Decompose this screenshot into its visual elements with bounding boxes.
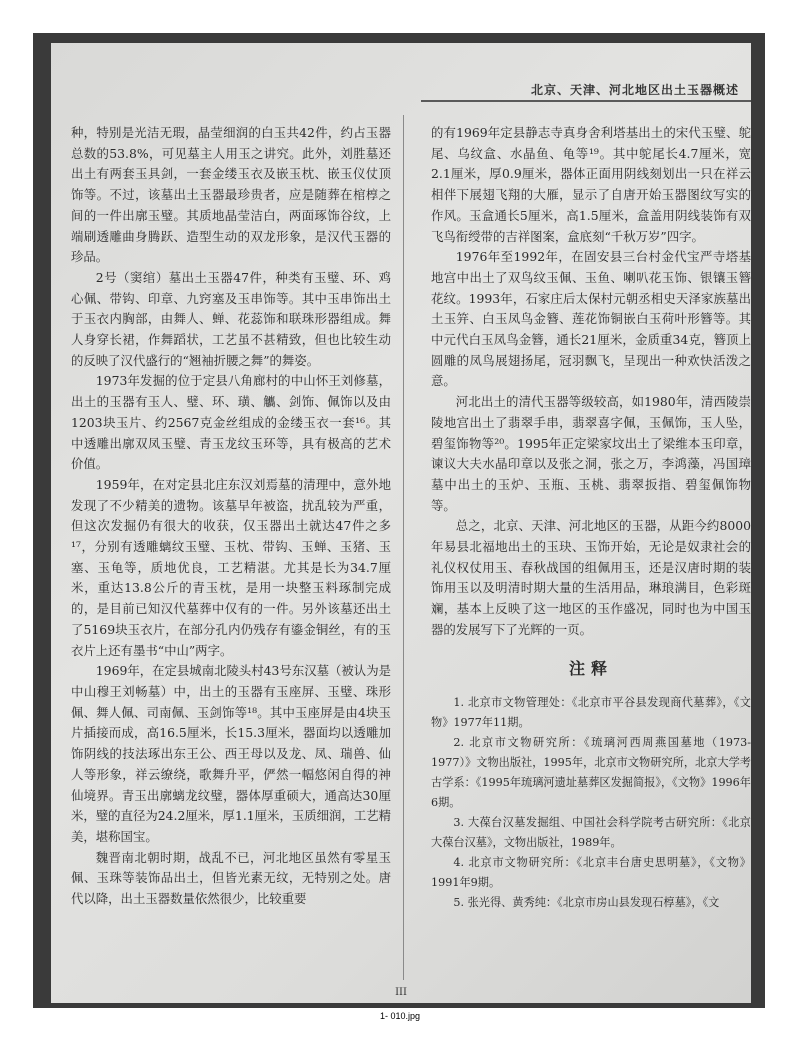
- note-item: 1. 北京市文物管理处：《北京市平谷县发现商代墓葬》，《文物》1977年11期。: [431, 696, 751, 730]
- paragraph: 1959年，在对定县北庄东汉刘焉墓的清理中，意外地发现了不少精美的遗物。该墓早年被盗，扰乱较为严重，但这次发掘仍有很大的收获，仅玉器出土就达47件之多¹⁷，分别有透雕螭纹玉璧、玉枕、带钩、玉蝉、玉猪、玉塞、玉龟等，质地优良，工艺精湛。尤其是长为34.7厘米，重达13.8公斤的青玉枕，是用一块整玉料琢制完成的，是目前已知汉代墓葬中仅有的一件。另外该墓还出土了5169块玉衣片，在部分孔内仍残存有鎏金铜丝，有的玉衣片上还有墨书“中山”两字。: [71, 476, 391, 658]
- page-number: III: [395, 987, 407, 998]
- header-rule: [421, 100, 751, 102]
- right-column: [431, 123, 751, 913]
- paragraph: 河北出土的清代玉器等级较高，如1980年，清西陵崇陵地宫出土了翡翠手串，翡翠喜字佩，玉佩饰，玉人坠，碧玺饰物等²⁰。1995年正定梁家坟出土了梁维本玉印章，谏议大夫水晶印章以及张之洞，张之万，李鸿藻，冯国璋墓中出土的玉炉、玉瓶、玉桃、翡翠扳指、碧玺佩饰物等。: [431, 394, 751, 513]
- paragraph: 2号（窦绾）墓出土玉器47件，种类有玉璧、环、鸡心佩、带钩、印章、九窍塞及玉串饰等。其中玉串饰出土于玉衣内胸部，由舞人、蝉、花蕊饰和联珠形器组成。舞人身穿长裙，作舞蹈状，工艺虽不甚精致，但也比较生动的反映了汉代盛行的“翘袖折腰之舞”的舞姿。: [71, 269, 391, 368]
- paragraph: 1973年发掘的位于定县八角廊村的中山怀王刘修墓，出土的玉器有玉人、璧、环、璜、觿、剑饰、佩饰以及由1203块玉片、约2567克金丝组成的金缕玉衣一套¹⁶。其中透雕出廓双凤玉璧、青玉龙纹玉环等，具有极高的艺术价值。: [71, 373, 391, 472]
- paragraph: 魏晋南北朝时期，战乱不已，河北地区虽然有零星玉佩、玉珠等装饰品出土，但皆光素无纹，无特别之处。唐代以降，出土玉器数量依然很少，比较重要: [71, 849, 391, 907]
- notes-list: [431, 693, 751, 913]
- note-item: 3. 大葆台汉墓发掘组、中国社会科学院考古研究所：《北京大葆台汉墓》，文物出版社，1989年。: [431, 816, 751, 850]
- paragraph: 总之，北京、天津、河北地区的玉器，从距今约8000年易县北福地出土的玉玦、玉饰开始，无论是奴隶社会的礼仪权仗用玉、春秋战国的组佩用玉，还是汉唐时期的装饰用玉以及明清时期大量的生活用品，琳琅满目，色彩斑斓，基本上反映了这一地区的玉作盛况，同时也为中国玉器的发展写下了光辉的一页。: [431, 518, 751, 637]
- left-column: [71, 123, 391, 910]
- running-header: 北京、天津、河北地区出土玉器概述: [530, 83, 739, 97]
- paragraph: 1976年至1992年，在固安县三台村金代宝严寺塔基地宫中出土了双鸟纹玉佩、玉鱼、喇叭花玉饰、银镶玉簪花纹。1993年，石家庄后太保村元朝丞相史天泽家族墓出土玉笄、白玉凤鸟金簪、莲花饰铜嵌白玉荷叶形簪等。其中元代白玉凤鸟金簪，通长21厘米，金质重34克，簪顶上圆雕的凤鸟展翅扬尾，冠羽飘飞，呈现出一种欢快活泼之意。: [431, 249, 751, 389]
- notes-heading: 注释: [568, 658, 613, 678]
- note-item: 5. 张光得、黄秀纯：《北京市房山县发现石椁墓》，《文: [453, 896, 720, 910]
- image-filename-caption: 1- 010.jpg: [379, 1011, 421, 1021]
- note-item: 2. 北京市文物研究所：《琉璃河西周燕国墓地（1973-1977）》文物出版社，1995年，北京市文物研究所，北京大学考古学系：《1995年琉璃河遗址墓葬区发掘简报》，《文物》1996年6期。: [431, 736, 751, 810]
- paragraph: 种，特别是光洁无瑕，晶莹细润的白玉共42件，约占玉器总数的53.8%，可见墓主人用玉之讲究。此外，刘胜墓还出土有两套玉具剑，一套金缕玉衣及嵌玉枕、嵌玉仪仗顶饰等。不过，该墓出土玉器最珍贵者，应是随葬在棺椁之间的一件出廓玉璧。其质地晶莹洁白，两面琢饰谷纹，上端刷透雕曲身腾跃、造型生动的双龙形象，是汉代玉器的珍品。: [71, 125, 391, 265]
- book-page-photo: [33, 33, 765, 1008]
- paragraph: 1969年，在定县城南北陵头村43号东汉墓（被认为是中山穆王刘畅墓）中，出土的玉器有玉座屏、玉璧、珠形佩、舞人佩、司南佩、玉剑饰等¹⁸。其中玉座屏是由4块玉片插接而成，高16.5厘米，长15.3厘米，器面均以透雕加饰阴线的技法琢出东王公、西王母以及龙、凤、瑞兽、仙人等形象，祥云缭绕，歌舞升平，俨然一幅悠闲自得的神仙境界。青玉出廓螭龙纹璧，器体厚重硕大，通高达30厘米，璧的直径为24.2厘米，厚1.1厘米，玉质细润，工艺精美，堪称国宝。: [71, 663, 391, 844]
- paragraph: 的有1969年定县静志寺真身舍利塔基出土的宋代玉璧、鸵尾、乌纹盒、水晶鱼、龟等¹⁹。其中鸵尾长4.7厘米，宽2.1厘米，厚0.9厘米，器体正面用阴线刻划出一只在祥云相伴下展翅飞翔的大雁，显示了自唐开始玉器图纹写实的作风。玉盒通长5厘米，高1.5厘米，盒盖用阴线装饰有双飞鸟衔绶带的吉祥图案，盒底刻“千秋万岁”四字。: [431, 125, 751, 244]
- note-item: 4. 北京市文物研究所：《北京丰台唐史思明墓》，《文物》1991年9期。: [431, 856, 751, 890]
- page-sheet: [51, 43, 751, 1003]
- column-divider: [403, 115, 404, 980]
